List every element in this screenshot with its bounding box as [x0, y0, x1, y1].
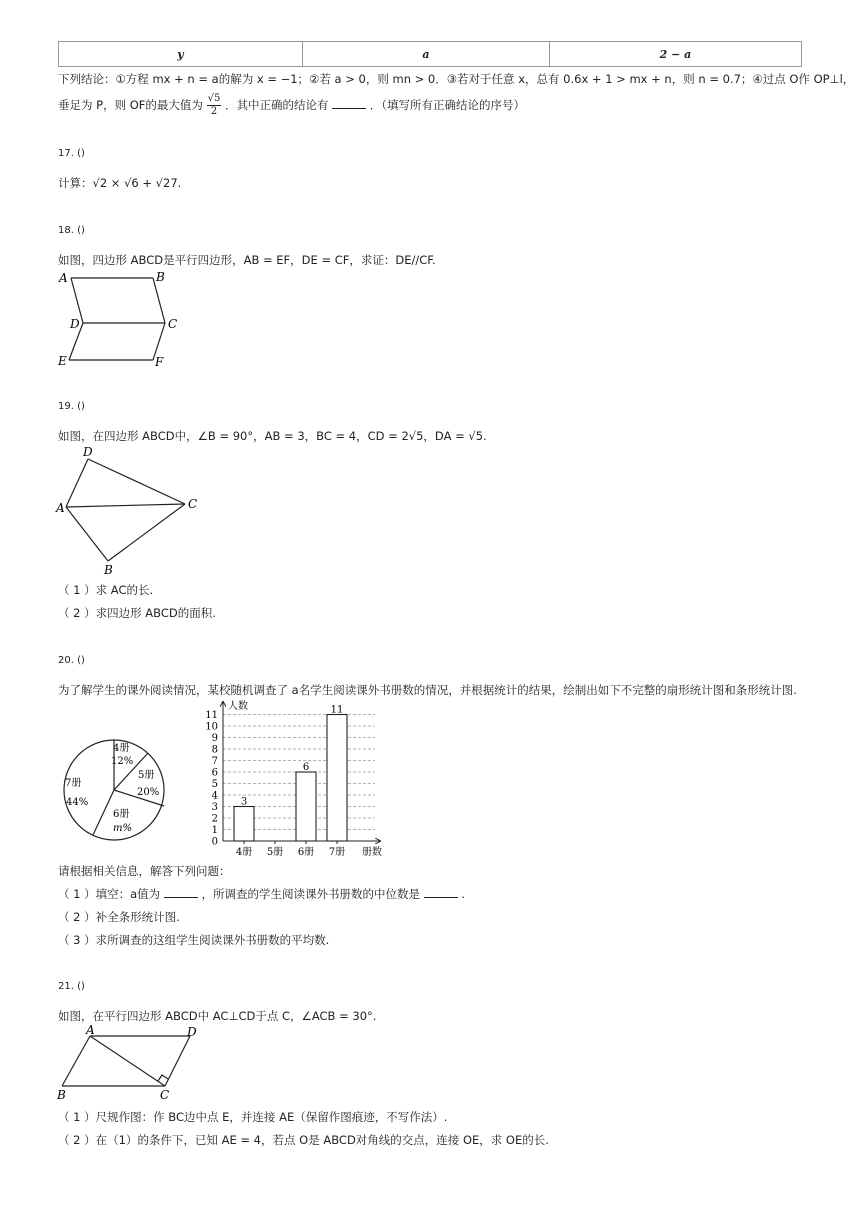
q21-part1: （ 1 ）尺规作图：作 BC边中点 E，并连接 AE（保留作图痕迹，不写作法）.: [58, 1110, 448, 1124]
table-cell: a: [303, 42, 550, 67]
q19-part2: （ 2 ）求四边形 ABCD的面积.: [58, 606, 216, 620]
q20-number: 20. (): [58, 655, 85, 666]
fraction-denominator: 2: [210, 106, 218, 117]
q17-text: 计算：√2 × √6 + √27.: [58, 176, 182, 190]
pie-label-6: 6册: [113, 809, 130, 820]
q16-line2-text-b: ．其中正确的结论有: [224, 98, 329, 112]
q20-part1-c: .: [461, 887, 465, 901]
q20-text: 为了解学生的课外阅读情况，某校随机调查了 a名学生阅读课外书册数的情况，并根据统计的结果，绘制出如下不完整的扇形统计图和条形统计图.: [58, 683, 797, 697]
label-F: F: [155, 355, 164, 369]
pie-label-5: 5册: [138, 770, 155, 781]
q20-part1-b: ，所调查的学生阅读课外书册数的中位数是: [201, 887, 420, 901]
x-tick-label: 4册: [235, 847, 253, 858]
pie-value-4: 12%: [111, 756, 134, 767]
answer-blank[interactable]: [424, 886, 458, 898]
y-tick-label: 3: [211, 802, 218, 813]
x-axis-label: 册数: [362, 847, 382, 858]
pie-label-7: 7册: [65, 778, 82, 789]
label-B: B: [57, 1088, 66, 1102]
q19-quadrilateral-figure: [55, 444, 205, 576]
q21-parallelogram-figure: [55, 1024, 215, 1102]
q20-part1-a: （ 1 ）填空：a值为: [58, 887, 161, 901]
q20-part2: （ 2 ）补全条形统计图.: [58, 910, 180, 924]
bar-chart: [200, 698, 390, 860]
q17-number: 17. (): [58, 148, 85, 159]
fraction-numerator: √5: [207, 93, 221, 104]
y-tick-label: 2: [211, 813, 218, 825]
y-tick-label: 1: [211, 825, 218, 836]
y-tick-label: 6: [211, 767, 218, 779]
answer-blank[interactable]: [164, 886, 198, 898]
table-cell: y: [59, 42, 303, 67]
x-tick-label: 5册: [266, 847, 284, 858]
q21-number: 21. (): [58, 981, 85, 992]
bar: [234, 807, 254, 842]
label-A: A: [86, 1024, 95, 1037]
y-tick-label: 9: [211, 733, 218, 744]
label-C: C: [168, 317, 178, 331]
y-tick-label: 8: [211, 744, 218, 756]
y-tick-label: 5: [211, 779, 218, 790]
q19-number: 19. (): [58, 401, 85, 412]
q20-intro: 请根据相关信息，解答下列问题：: [58, 864, 231, 878]
q18-text: 如图，四边形 ABCD是平行四边形，AB = EF，DE = CF，求证：DE//CF.: [58, 253, 436, 267]
q19-part1: （ 1 ）求 AC的长.: [58, 583, 154, 597]
q20-part1: [58, 886, 465, 902]
y-tick-label: 4: [211, 790, 218, 802]
q21-text: 如图，在平行四边形 ABCD中 AC⊥CD于点 C，∠ACB = 30°.: [58, 1009, 377, 1023]
q16-line1: 下列结论：①方程 mx + n = a的解为 x = −1；②若 a > 0，则 mn > 0．③若对于任意 x，总有 0.6x + 1 > mx + n，则 n = 0.7；④过点 O作 OP⊥l，: [58, 72, 855, 86]
x-tick-label: 6册: [297, 847, 315, 858]
label-A: A: [56, 501, 65, 515]
label-C: C: [160, 1088, 170, 1102]
pie-value-6: m%: [113, 823, 132, 834]
label-D: D: [187, 1025, 197, 1039]
q16-fraction: [207, 93, 222, 118]
label-D: D: [83, 445, 93, 459]
label-B: B: [156, 270, 165, 284]
q16-line2-text-a: 垂足为 P，则 OF的最大值为: [58, 98, 203, 112]
pie-value-5: 20%: [137, 787, 160, 798]
q21-part2: （ 2 ）在（1）的条件下，已知 AE = 4，若点 O是 ABCD对角线的交点，连接 OE，求 OE的长.: [58, 1133, 549, 1147]
q20-part3: （ 3 ）求所调查的这组学生阅读课外书册数的平均数.: [58, 933, 330, 947]
label-A: A: [59, 271, 68, 285]
q16-line2-text-c: ．（填写所有正确结论的序号）: [369, 98, 526, 112]
y-tick-label: 11: [205, 710, 218, 721]
y-tick-label: 10: [205, 721, 218, 733]
label-C: C: [188, 497, 198, 511]
pie-value-7: 44%: [66, 797, 89, 808]
bar: [296, 772, 316, 841]
label-B: B: [104, 563, 113, 576]
q19-text: 如图，在四边形 ABCD中，∠B = 90°，AB = 3，BC = 4，CD = 2√5，DA = √5.: [58, 429, 487, 443]
q18-number: 18. (): [58, 225, 85, 236]
bar: [327, 715, 347, 842]
answer-blank[interactable]: [332, 97, 366, 109]
bar-data-label: 11: [330, 704, 344, 716]
label-E: E: [58, 354, 67, 368]
y-tick-label: 7: [211, 756, 218, 767]
pie-chart: [60, 738, 170, 846]
value-table: [58, 41, 802, 67]
bar-data-label: 6: [302, 762, 310, 773]
q18-parallelogram-figure: [55, 268, 185, 370]
x-tick-label: 7册: [328, 847, 346, 858]
y-axis-label: 人数: [228, 701, 248, 712]
y-tick-label: 0: [211, 836, 218, 848]
bar-data-label: 3: [240, 796, 248, 808]
table-cell: 2 − a: [550, 42, 802, 67]
label-D: D: [70, 317, 80, 331]
pie-label-4: 4册: [113, 743, 130, 754]
q16-line2: [58, 93, 525, 118]
